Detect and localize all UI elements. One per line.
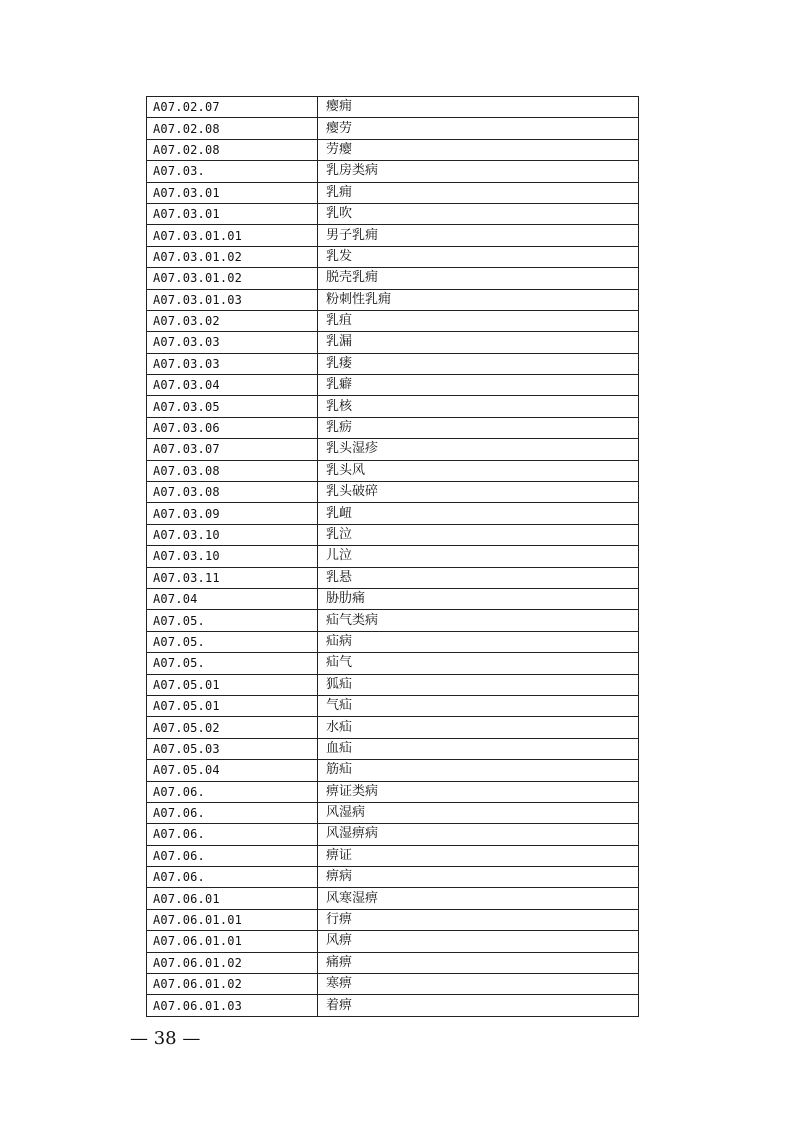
- table-row: [147, 695, 639, 716]
- code-cell: A07.03.08: [147, 482, 318, 503]
- term-cell: 乳疽: [318, 310, 639, 331]
- table-row: [147, 674, 639, 695]
- term-cell: 乳吹: [318, 203, 639, 224]
- term-cell: 痹证类病: [318, 781, 639, 802]
- table-row: [147, 310, 639, 331]
- table-row: [147, 396, 639, 417]
- term-cell: 乳发: [318, 246, 639, 267]
- table-row: [147, 888, 639, 909]
- code-cell: A07.06.01.02: [147, 952, 318, 973]
- table-row: [147, 781, 639, 802]
- code-cell: A07.05.03: [147, 738, 318, 759]
- table-row: [147, 909, 639, 930]
- table-row: [147, 952, 639, 973]
- table-row: [147, 118, 639, 139]
- table-row: [147, 97, 639, 118]
- term-cell: 乳癖: [318, 375, 639, 396]
- term-cell: 乳漏: [318, 332, 639, 353]
- code-cell: A07.06.01.02: [147, 974, 318, 995]
- term-cell: 粉刺性乳痈: [318, 289, 639, 310]
- term-cell: 痛痹: [318, 952, 639, 973]
- code-cell: A07.03.01: [147, 203, 318, 224]
- code-cell: A07.03.01.01: [147, 225, 318, 246]
- term-cell: 乳衄: [318, 503, 639, 524]
- page-number: — 38 —: [130, 1028, 201, 1049]
- table-row: [147, 225, 639, 246]
- code-cell: A07.03.07: [147, 439, 318, 460]
- table-body: [147, 97, 639, 1017]
- table-row: [147, 931, 639, 952]
- term-cell: 瘿痈: [318, 97, 639, 118]
- table-row: [147, 631, 639, 652]
- code-cell: A07.05.01: [147, 674, 318, 695]
- table-row: [147, 439, 639, 460]
- code-cell: A07.03.05: [147, 396, 318, 417]
- disease-code-table: [146, 96, 639, 1017]
- code-cell: A07.05.: [147, 653, 318, 674]
- term-cell: 乳悬: [318, 567, 639, 588]
- term-cell: 风湿痹病: [318, 824, 639, 845]
- term-cell: 风痹: [318, 931, 639, 952]
- code-cell: A07.03.02: [147, 310, 318, 331]
- code-cell: A07.06.01.01: [147, 931, 318, 952]
- table-row: [147, 867, 639, 888]
- term-cell: 乳疬: [318, 417, 639, 438]
- code-cell: A07.06.: [147, 867, 318, 888]
- table-row: [147, 738, 639, 759]
- code-cell: A07.03.01: [147, 182, 318, 203]
- code-cell: A07.03.10: [147, 524, 318, 545]
- term-cell: 筋疝: [318, 760, 639, 781]
- table-row: [147, 268, 639, 289]
- term-cell: 乳核: [318, 396, 639, 417]
- code-cell: A07.02.08: [147, 118, 318, 139]
- code-cell: A07.06.: [147, 781, 318, 802]
- code-cell: A07.03.06: [147, 417, 318, 438]
- code-cell: A07.04: [147, 588, 318, 609]
- table-row: [147, 653, 639, 674]
- term-cell: 乳痈: [318, 182, 639, 203]
- table-row: [147, 974, 639, 995]
- table-row: [147, 182, 639, 203]
- code-cell: A07.02.08: [147, 139, 318, 160]
- table-row: [147, 524, 639, 545]
- code-cell: A07.05.01: [147, 695, 318, 716]
- term-cell: 水疝: [318, 717, 639, 738]
- code-cell: A07.05.: [147, 610, 318, 631]
- term-cell: 着痹: [318, 995, 639, 1016]
- term-cell: 胁肋痛: [318, 588, 639, 609]
- term-cell: 血疝: [318, 738, 639, 759]
- term-cell: 脱壳乳痈: [318, 268, 639, 289]
- code-cell: A07.06.: [147, 802, 318, 823]
- term-cell: 寒痹: [318, 974, 639, 995]
- code-cell: A07.03.: [147, 161, 318, 182]
- term-cell: 乳头湿疹: [318, 439, 639, 460]
- code-cell: A07.03.03: [147, 353, 318, 374]
- term-cell: 风寒湿痹: [318, 888, 639, 909]
- table-row: [147, 289, 639, 310]
- term-cell: 劳瘿: [318, 139, 639, 160]
- term-cell: 疝病: [318, 631, 639, 652]
- table-row: [147, 546, 639, 567]
- code-cell: A07.02.07: [147, 97, 318, 118]
- term-cell: 乳瘘: [318, 353, 639, 374]
- term-cell: 风湿病: [318, 802, 639, 823]
- term-cell: 疝气类病: [318, 610, 639, 631]
- code-cell: A07.03.01.03: [147, 289, 318, 310]
- term-cell: 狐疝: [318, 674, 639, 695]
- term-cell: 疝气: [318, 653, 639, 674]
- table-row: [147, 139, 639, 160]
- code-cell: A07.03.09: [147, 503, 318, 524]
- table-row: [147, 375, 639, 396]
- code-cell: A07.05.02: [147, 717, 318, 738]
- code-cell: A07.06.: [147, 824, 318, 845]
- table-row: [147, 246, 639, 267]
- term-cell: 瘿劳: [318, 118, 639, 139]
- table-row: [147, 567, 639, 588]
- code-cell: A07.03.04: [147, 375, 318, 396]
- table-row: [147, 610, 639, 631]
- table-row: [147, 845, 639, 866]
- table-row: [147, 824, 639, 845]
- term-cell: 男子乳痈: [318, 225, 639, 246]
- code-cell: A07.05.: [147, 631, 318, 652]
- code-cell: A07.05.04: [147, 760, 318, 781]
- table-row: [147, 417, 639, 438]
- code-cell: A07.06.01.03: [147, 995, 318, 1016]
- code-cell: A07.03.01.02: [147, 268, 318, 289]
- table-row: [147, 802, 639, 823]
- code-cell: A07.03.01.02: [147, 246, 318, 267]
- table-row: [147, 503, 639, 524]
- table-row: [147, 482, 639, 503]
- term-cell: 痹病: [318, 867, 639, 888]
- table-row: [147, 203, 639, 224]
- code-cell: A07.03.11: [147, 567, 318, 588]
- code-cell: A07.03.03: [147, 332, 318, 353]
- code-cell: A07.06.01.01: [147, 909, 318, 930]
- table-row: [147, 353, 639, 374]
- table-row: [147, 460, 639, 481]
- term-cell: 乳头风: [318, 460, 639, 481]
- table-row: [147, 161, 639, 182]
- code-cell: A07.03.08: [147, 460, 318, 481]
- table-row: [147, 588, 639, 609]
- term-cell: 儿泣: [318, 546, 639, 567]
- term-cell: 乳头破碎: [318, 482, 639, 503]
- code-cell: A07.03.10: [147, 546, 318, 567]
- table-row: [147, 717, 639, 738]
- term-cell: 痹证: [318, 845, 639, 866]
- table-row: [147, 760, 639, 781]
- term-cell: 行痹: [318, 909, 639, 930]
- code-cell: A07.06.01: [147, 888, 318, 909]
- term-cell: 乳泣: [318, 524, 639, 545]
- code-cell: A07.06.: [147, 845, 318, 866]
- table-row: [147, 995, 639, 1016]
- term-cell: 乳房类病: [318, 161, 639, 182]
- term-cell: 气疝: [318, 695, 639, 716]
- table-row: [147, 332, 639, 353]
